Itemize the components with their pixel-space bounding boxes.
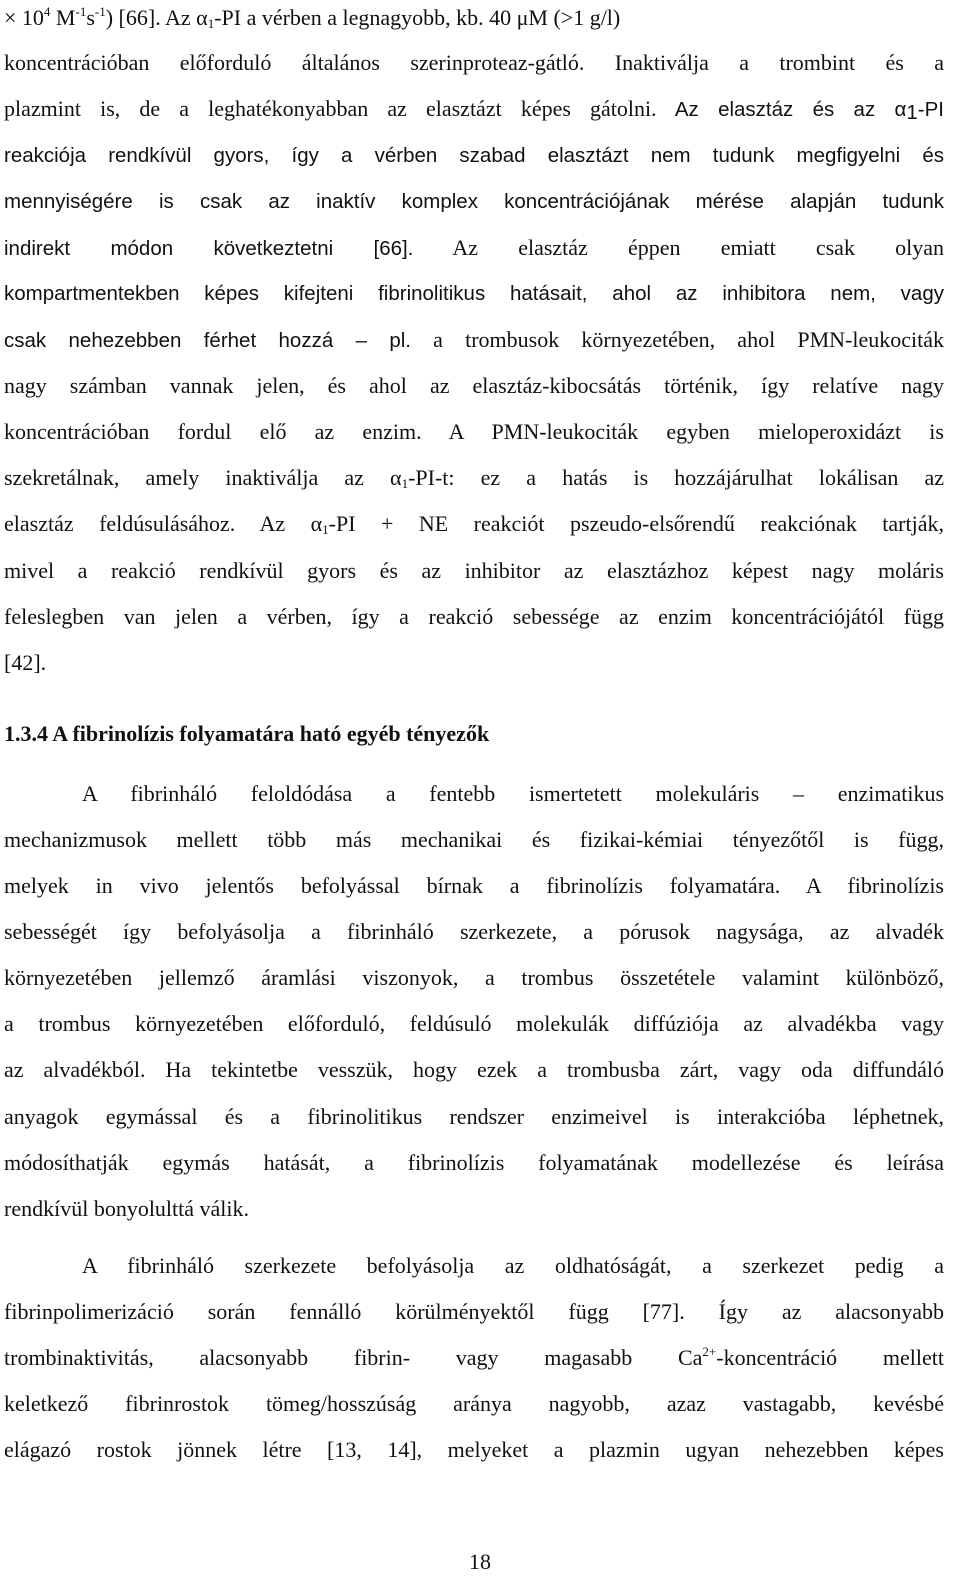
paragraph-2-line-10: rendkívül bonyolulttá válik.: [4, 1196, 250, 1221]
text-line-5: mennyiségére is csak az inaktív komplex koncentrációjának mérése alapján tudunk: [4, 190, 944, 213]
paragraph-2-line-3: melyek in vivo jelentős befolyással bírnak a fibrinolízis folyamatára. A fibrinolízis: [4, 873, 944, 898]
text-line-9: nagy számban vannak jelen, és ahol az elasztáz-kibocsátás történik, így relatíve nagy: [4, 373, 944, 398]
paragraph-3-line-1: A fibrinháló szerkezete befolyásolja az oldhatóságát, a szerkezet pedig a: [82, 1253, 944, 1278]
paragraph-2-line-6: a trombus környezetében előforduló, feldúsuló molekulák diffúziója az alvadékba vagy: [4, 1011, 944, 1036]
text-line-3: plazmint is, de a leghatékonyabban az elasztázt képes gátolni. Az elasztáz és az $\alpha_1-PI$: [4, 96, 944, 124]
paragraph-3-line-4: keletkező fibrinrostok tömeg/hosszúság aránya nagyobb, azaz vastagabb, kevésbé: [4, 1391, 944, 1416]
paragraph-2-line-5: környezetében jellemző áramlási viszonyok, a trombus összetétele valamint különböző,: [4, 965, 944, 990]
text-line-11: szekretálnak, amely inaktiválja az $\alpha_1-PI-t$: ez a hatás is hozzájárulhat lokálisan az: [4, 465, 944, 491]
text-line-14: feleslegben van jelen a vérben, így a reakció sebessége az enzim koncentrációjától függ: [4, 604, 944, 629]
paragraph-2-line-1: A fibrinháló feloldódása a fentebb ismertetett molekuláris – enzimatikus: [82, 781, 944, 806]
text-line-12: elasztáz feldúsulásához. Az $\alpha_1-PI$ + NE reakciót pszeudo-elsőrendű reakciónak tartják,: [4, 511, 944, 537]
paragraph-2-line-2: mechanizmusok mellett több más mechanikai és fizikai-kémiai tényezőtől is függ,: [4, 827, 944, 852]
text-line-2: koncentrációban előforduló általános szerinproteaz-gátló. Inaktiválja a trombint és a: [4, 50, 944, 75]
text-line-7: kompartmentekben képes kifejteni fibrinolitikus hatásait, ahol az inhibitora nem, vagy: [4, 282, 944, 305]
paragraph-2-line-9: módosíthatják egymás hatását, a fibrinolízis folyamatának modellezése és leírása: [4, 1150, 944, 1175]
text-line-1: × $10^4$ $M^{-1}s^{-1}$) [66]. Az $\alpha_1-PI$ a vérben a legnagyobb, kb. 40 μM (>1 g/l): [4, 4, 621, 31]
paragraph-3-line-3: trombinaktivitás, alacsonyabb fibrin- vagy magasabb $Ca^{2+}$-koncentráció mellett: [4, 1344, 944, 1370]
paragraph-3-line-5: elágazó rostok jönnek létre [13, 14], melyeket a plazmin ugyan nehezebben képes: [4, 1437, 944, 1462]
paragraph-2-line-7: az alvadékból. Ha tekintetbe vesszük, hogy ezek a trombusba zárt, vagy oda diffundáló: [4, 1057, 944, 1082]
page-number: 18: [469, 1549, 491, 1574]
text-line-13: mivel a reakció rendkívül gyors és az inhibitor az elasztázhoz képest nagy moláris: [4, 558, 944, 583]
text-line-10: koncentrációban fordul elő az enzim. A PMN-leukociták egyben mieloperoxidázt is: [4, 419, 944, 444]
paragraph-3-line-2: fibrinpolimerizáció során fennálló körülményektől függ [77]. Így az alacsonyabb: [4, 1299, 944, 1324]
section-heading: 1.3.4 A fibrinolízis folyamatára ható egyéb tényezők: [4, 721, 490, 746]
paragraph-2-line-4: sebességét így befolyásolja a fibrinháló szerkezete, a pórusok nagysága, az alvadék: [4, 919, 944, 944]
paragraph-2-line-8: anyagok egymással és a fibrinolitikus rendszer enzimeivel is interakcióba léphetnek,: [4, 1104, 944, 1129]
text-line-4: reakciója rendkívül gyors, így a vérben szabad elasztázt nem tudunk megfigyelni és: [4, 144, 944, 167]
text-line-15: [42].: [4, 650, 47, 675]
text-line-6: indirekt módon következtetni [66]. Az elasztáz éppen emiatt csak olyan: [4, 235, 944, 260]
text-line-8: csak nehezebben férhet hozzá – pl. a trombusok környezetében, ahol PMN-leukociták: [4, 327, 944, 352]
